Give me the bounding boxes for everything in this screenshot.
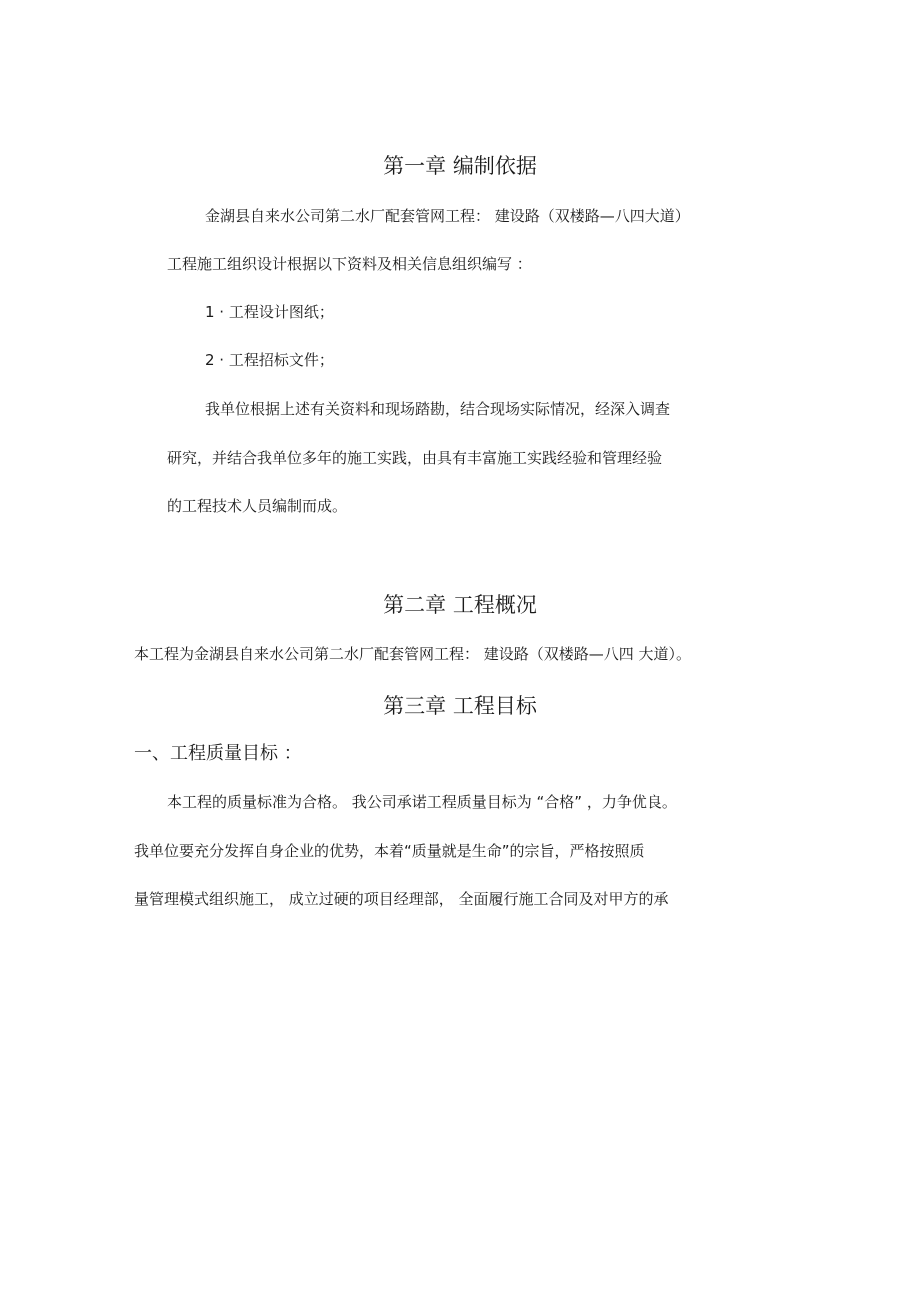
chapter-3-title: 第三章 工程目标: [383, 694, 537, 718]
chapter-1-paragraph-2-line-2: 研究，并结合我单位多年的施工实践，由具有丰富施工实践经验和管理经验: [167, 449, 663, 467]
chapter-1-paragraph-1-line-2: 工程施工组织设计根据以下资料及相关信息组织编写 ：: [167, 255, 532, 273]
basis-list-item-1: 1 · 工程设计图纸；: [205, 303, 334, 321]
chapter-1-paragraph-1-line-1: 金湖县自来水公司第二水厂配套管网工程： 建设路（双楼路—八四大道）: [205, 207, 690, 225]
chapter-3-paragraph-1-line-1: 本工程的质量标准为合格。 我公司承诺工程质量目标为 “合格” ，力争优良。: [167, 793, 677, 811]
chapter-2-title: 第二章 工程概况: [383, 593, 537, 617]
basis-list-item-2: 2 · 工程招标文件；: [205, 351, 334, 369]
chapter-1-title: 第一章 编制依据: [383, 154, 537, 178]
chapter-3-paragraph-1-line-3: 量管理模式组织施工， 成立过硬的项目经理部， 全面履行施工合同及对甲方的承: [134, 890, 669, 908]
chapter-1-paragraph-2-line-3: 的工程技术人员编制而成。: [167, 497, 348, 515]
chapter-2-paragraph-1: 本工程为金湖县自来水公司第二水厂配套管网工程： 建设路（双楼路—八四 大道）。: [134, 645, 692, 663]
chapter-1-paragraph-2-line-1: 我单位根据上述有关资料和现场踏勘，结合现场实际情况，经深入调查: [205, 400, 671, 418]
chapter-3-paragraph-1-line-2: 我单位要充分发挥自身企业的优势，本着“质量就是生命”的宗旨，严格按照质: [134, 842, 645, 860]
quality-target-section-title: 一、工程质量目标 ：: [134, 743, 302, 764]
